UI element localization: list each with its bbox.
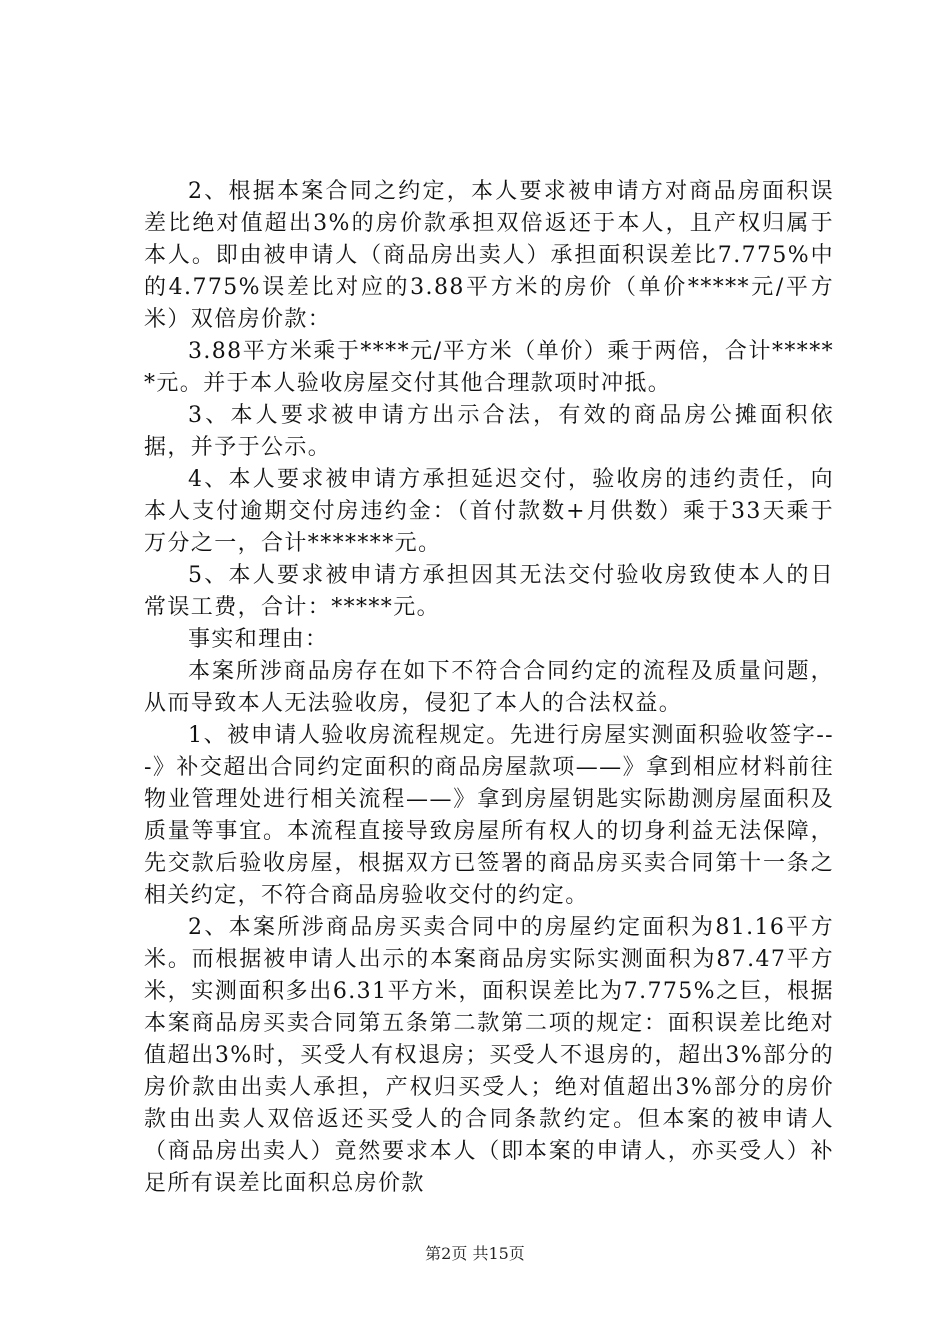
paragraph-claim-5: 5、本人要求被申请方承担因其无法交付验收房致使本人的日常误工费，合计：*****元。 [144,563,834,620]
page-number-footer: 第2页 共15页 [425,1244,525,1263]
document-body [144,176,834,1200]
paragraph-fact-1: 1、被申请人验收房流程规定。先进行房屋实测面积验收签字---》补交超出合同约定面积的商品房屋款项——》拿到相应材料前往物业管理处进行相关流程——》拿到房屋钥匙实际勘测房屋面积及质量等事宜。本流程直接导致房屋所有权人的切身利益无法保障，先交款后验收房屋，根据双方已签署的商品房买卖合同第十一条之相关约定，不符合商品房验收交付的约定。 [144,723,834,908]
paragraph-fact-2: 2、本案所涉商品房买卖合同中的房屋约定面积为81.16平方米。而根据被申请人出示的本案商品房实际实测面积为87.47平方米，实测面积多出6.31平方米，面积误差比为7.775%之巨，根据本案商品房买卖合同第五条第二款第二项的规定：面积误差比绝对值超出3%时，买受人有权退房；买受人不退房的，超出3%部分的房价款由出卖人承担，产权归买受人；绝对值超出3%部分的房价款由出卖人双倍返还买受人的合同条款约定。但本案的被申请人（商品房出卖人）竟然要求本人（即本案的申请人，亦买受人）补足所有误差比面积总房价款 [144,915,834,1196]
paragraph-facts-intro: 本案所涉商品房存在如下不符合合同约定的流程及质量问题，从而导致本人无法验收房，侵犯了本人的合法权益。 [144,659,834,716]
paragraph-claim-4: 4、本人要求被申请方承担延迟交付，验收房的违约责任，向本人支付逾期交付房违约金：（首付款数+月供数）乘于33天乘于万分之一，合计*******元。 [144,467,834,556]
section-heading-facts: 事实和理由： [188,627,329,652]
paragraph-claim-2-calculation: 3.88平方米乘于****元/平方米（单价）乘于两倍，合计******元。并于本人验收房屋交付其他合理款项时冲抵。 [144,339,834,396]
paragraph-claim-2: 2、根据本案合同之约定，本人要求被申请方对商品房面积误差比绝对值超出3%的房价款承担双倍返还于本人，且产权归属于本人。即由被申请人（商品房出卖人）承担面积误差比7.775%中的4.775%误差比对应的3.88平方米的房价（单价*****元/平方米）双倍房价款： [144,179,834,332]
paragraph-claim-3: 3、本人要求被申请方出示合法，有效的商品房公摊面积依据，并予于公示。 [144,403,834,460]
